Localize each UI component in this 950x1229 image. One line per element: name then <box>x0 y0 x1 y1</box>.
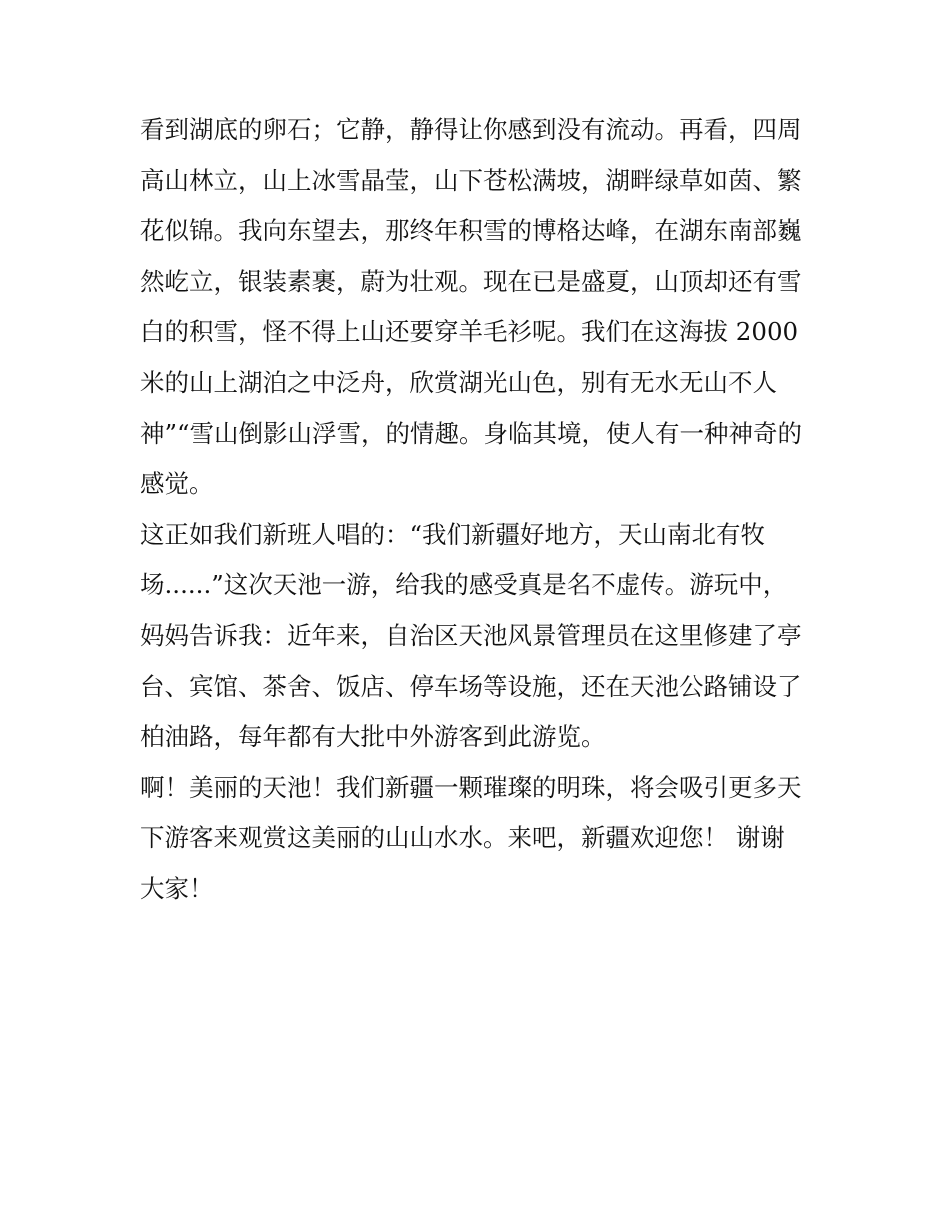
text-line: 白的积雪，怪不得上山还要穿羊毛衫呢。我们在这海拔 2000 <box>140 317 799 347</box>
text-line: 妈妈告诉我：近年来，自治区天池风景管理员在这里修建了亭 <box>140 620 802 650</box>
text-line: 场......”这次天池一游，给我的感受真是名不虚传。游玩中， <box>140 570 788 600</box>
text-line: 高山林立，山上冰雪晶莹，山下苍松满坡，湖畔绿草如茵、繁 <box>140 165 802 195</box>
text-line: 这正如我们新班人唱的：“我们新疆好地方，天山南北有牧 <box>140 519 766 549</box>
text-line: 柏油路，每年都有大批中外游客到此游览。 <box>140 722 606 752</box>
text-line: 感觉。 <box>140 469 214 499</box>
document-body <box>140 105 820 915</box>
text-line: 台、宾馆、茶舍、饭店、停车场等设施，还在天池公路铺设了 <box>140 671 802 701</box>
text-line: 然屹立，银装素裹，蔚为壮观。现在已是盛夏，山顶却还有雪 <box>140 266 802 296</box>
text-line: 神”“雪山倒影山浮雪，的情趣。身临其境，使人有一种神奇的 <box>140 418 803 448</box>
text-line: 花似锦。我向东望去，那终年积雪的博格达峰，在湖东南部巍 <box>140 216 802 246</box>
text-line: 下游客来观赏这美丽的山山水水。来吧，新疆欢迎您！ 谢谢 <box>140 823 785 853</box>
text-line: 看到湖底的卵石；它静，静得让你感到没有流动。再看，四周 <box>140 115 802 144</box>
text-line: 米的山上湖泊之中泛舟，欣赏湖光山色，别有无水无山不人 <box>140 367 777 397</box>
text-line: 啊！美丽的天池！我们新疆一颗璀璨的明珠，将会吸引更多天 <box>140 772 802 802</box>
text-line: 大家！ <box>140 873 214 903</box>
